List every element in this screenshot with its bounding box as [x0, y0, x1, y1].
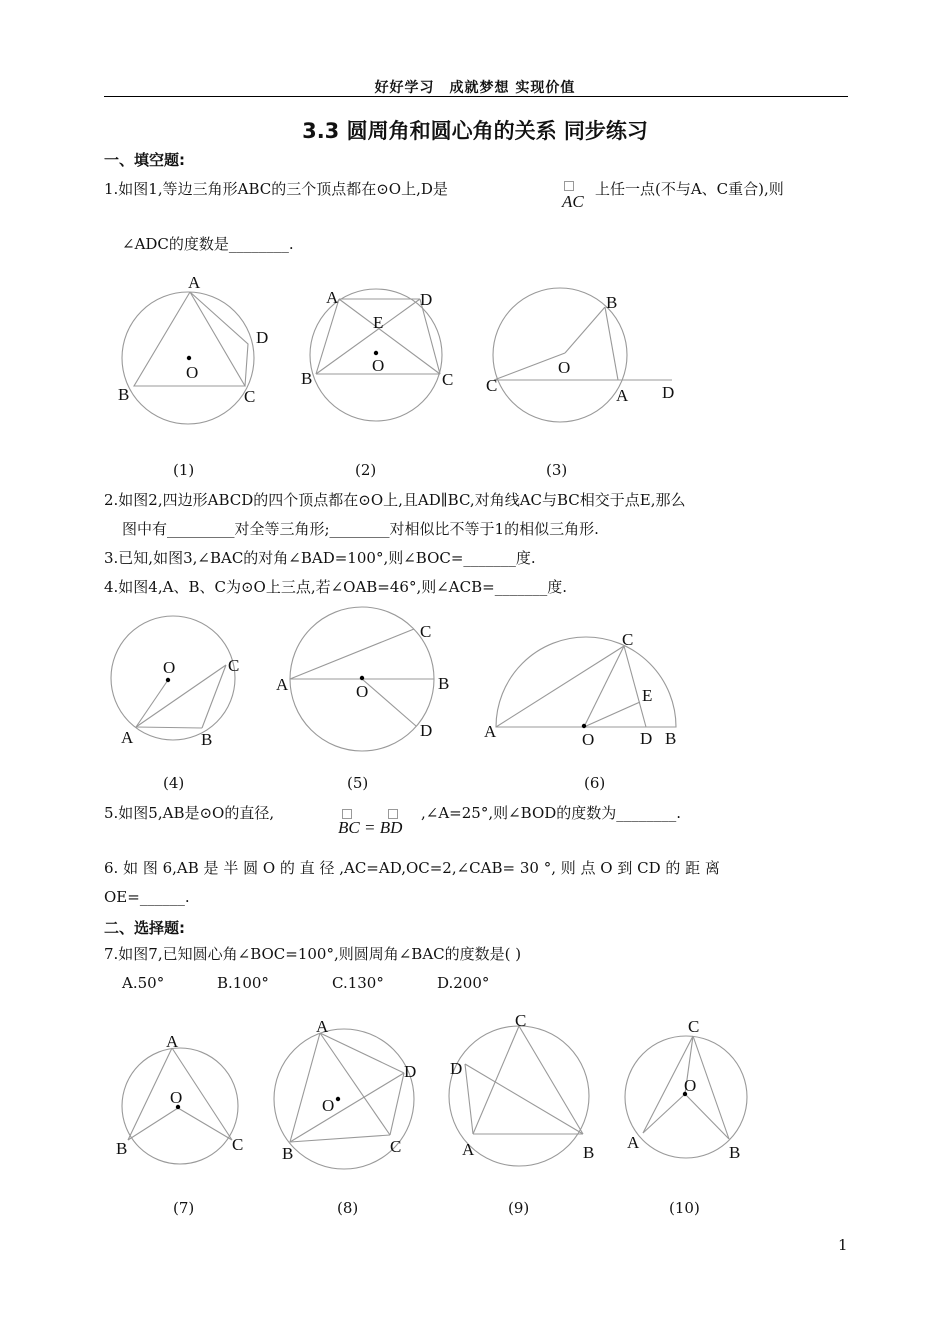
fig1-label-b: B — [118, 385, 130, 404]
fig10-label-o: O — [684, 1076, 697, 1095]
q1-arc-label: AC — [562, 192, 584, 211]
figure-2 — [295, 285, 465, 430]
fig5-label-b: B — [438, 674, 450, 693]
q1-text-b: 上任一点(不与A、C重合),则 — [595, 180, 784, 198]
chord-bc — [290, 1135, 390, 1142]
q7-option-c: C.130° — [332, 974, 384, 992]
fig3-label-o: O — [558, 358, 571, 377]
fig6-label-o: O — [582, 730, 595, 749]
chord-bd — [290, 1073, 404, 1142]
center-point — [166, 678, 170, 682]
fig6-label-c: C — [622, 630, 634, 649]
q7-option-a: A.50° — [122, 974, 165, 992]
figure-10 — [615, 1015, 765, 1165]
fig9-label-a: A — [462, 1140, 475, 1159]
q5-arc-equation: BC = BD — [338, 818, 403, 837]
q6-text-line2: OE=______. — [104, 888, 190, 906]
section-choice: 二、选择题: — [104, 919, 185, 937]
fig3-label-b: B — [606, 293, 618, 312]
fig7-label-o: O — [170, 1088, 183, 1107]
fig5-label-d: D — [420, 721, 433, 740]
fig2-label-d: D — [420, 290, 433, 309]
fig8-label-c: C — [390, 1137, 402, 1156]
chord-ac — [496, 646, 624, 727]
segment-oc — [178, 1108, 232, 1140]
fig9-label-c: C — [515, 1011, 527, 1030]
fig5-caption: (5) — [347, 774, 369, 792]
fig4-caption: (4) — [163, 774, 185, 792]
figure-6 — [480, 625, 690, 755]
figure-9 — [445, 1008, 605, 1168]
figure-5 — [272, 605, 462, 755]
q2-text-line2: 图中有_________对全等三角形;________对相似比不等于1的相似三角形. — [122, 520, 599, 538]
chord-ad — [320, 1033, 404, 1073]
fig5-label-c: C — [420, 622, 432, 641]
fig3-label-a: A — [616, 386, 629, 405]
diagonal-bd — [316, 299, 420, 374]
center-point — [187, 356, 191, 360]
center-point — [374, 351, 378, 355]
q3-text: 3.已知,如图3,∠BAC的对角∠BAD=100°,则∠BOC=_______度. — [104, 549, 536, 567]
q7-text: 7.如图7,已知圆心角∠BOC=100°,则圆周角∠BAC的度数是( ) — [104, 945, 522, 963]
arc-mark-icon — [564, 181, 574, 191]
chord-cb — [519, 1026, 583, 1134]
fig7-label-b: B — [116, 1139, 128, 1158]
fig3-label-d: D — [662, 383, 675, 402]
fig5-label-a: A — [276, 675, 289, 694]
fig6-label-b: B — [665, 729, 677, 748]
figure-8 — [270, 1015, 430, 1165]
fig9-label-b: B — [583, 1143, 595, 1162]
center-point — [360, 676, 364, 680]
fig1-label-a: A — [188, 273, 201, 292]
q1-text-line2: ∠ADC的度数是________. — [122, 235, 294, 253]
chord-ac — [136, 665, 226, 727]
fig10-label-b: B — [729, 1143, 741, 1162]
fig2-label-e: E — [373, 313, 384, 332]
segment-ao — [643, 1094, 685, 1133]
section-fill-blank: 一、填空题: — [104, 151, 185, 169]
fig2-label-a: A — [326, 288, 339, 307]
fig2-caption: (2) — [355, 461, 377, 479]
fig7-label-c: C — [232, 1135, 244, 1154]
fig1-label-c: C — [244, 387, 256, 406]
fig9-caption: (9) — [508, 1199, 530, 1217]
fig2-label-c: C — [442, 370, 454, 389]
page-number: 1 — [838, 1236, 848, 1254]
semicircle — [496, 637, 676, 727]
chord-da — [465, 1064, 473, 1134]
q2-text-line1: 2.如图2,四边形ABCD的四个顶点都在⊙O上,且AD∥BC,对角线AC与BC相交于点E,那么 — [104, 491, 686, 509]
figure-7 — [108, 1030, 258, 1165]
segment-ob — [565, 307, 605, 353]
header-motto: 好好学习 成就梦想 实现价值 — [374, 80, 576, 96]
header-divider — [104, 96, 848, 97]
fig8-label-b: B — [282, 1144, 294, 1163]
segment-oe — [584, 702, 640, 727]
q1-text-a: 1.如图1,等边三角形ABC的三个顶点都在⊙O上,D是 — [104, 180, 448, 198]
q5-text-b: ,∠A=25°,则∠BOD的度数为________. — [421, 804, 682, 822]
fig8-caption: (8) — [337, 1199, 359, 1217]
fig2-label-o: O — [372, 356, 385, 375]
chord-ca — [473, 1026, 519, 1134]
fig8-label-a: A — [316, 1017, 329, 1036]
figure-4 — [105, 610, 255, 750]
chord-cb — [693, 1036, 729, 1139]
q7-option-b: B.100° — [217, 974, 269, 992]
fig3-label-c: C — [486, 376, 498, 395]
chord-db — [465, 1064, 583, 1134]
fig1-caption: (1) — [173, 461, 195, 479]
chord-dc — [390, 1073, 404, 1135]
center-point — [336, 1097, 340, 1101]
page-title: 3.3 圆周角和圆心角的关系 同步练习 — [302, 119, 648, 143]
segment-ob — [685, 1094, 729, 1139]
q6-text-line1: 6. 如 图 6,AB 是 半 圆 O 的 直 径 ,AC=AD,OC=2,∠CAB= 30 °, 则 点 O 到 CD 的 距 离 — [104, 859, 720, 877]
fig5-label-o: O — [356, 682, 369, 701]
fig8-label-d: D — [404, 1062, 417, 1081]
fig4-label-c: C — [228, 656, 240, 675]
chord-ac — [290, 629, 414, 679]
segment-co — [494, 353, 565, 380]
figure-3 — [480, 285, 690, 430]
fig6-label-d: D — [640, 729, 653, 748]
fig1-label-o: O — [186, 363, 199, 382]
fig4-label-a: A — [121, 728, 134, 747]
segment-od — [362, 679, 416, 726]
fig6-label-a: A — [484, 722, 497, 741]
segment-ao — [136, 680, 168, 727]
center-point — [582, 724, 586, 728]
fig6-caption: (6) — [584, 774, 606, 792]
fig7-caption: (7) — [173, 1199, 195, 1217]
fig7-label-a: A — [166, 1032, 179, 1051]
fig8-label-o: O — [322, 1096, 335, 1115]
fig2-label-b: B — [301, 369, 313, 388]
fig6-label-e: E — [642, 686, 653, 705]
circle — [111, 616, 235, 740]
side-dc — [420, 299, 440, 374]
fig4-label-o: O — [163, 658, 176, 677]
fig3-caption: (3) — [546, 461, 568, 479]
fig9-label-d: D — [450, 1059, 463, 1078]
chord-cb — [202, 665, 226, 728]
q5-text-a: 5.如图5,AB是⊙O的直径, — [104, 804, 275, 822]
figure-1 — [110, 270, 280, 430]
q7-option-d: D.200° — [437, 974, 490, 992]
chord-ac — [320, 1033, 390, 1135]
chord-ab — [136, 727, 202, 728]
fig4-label-b: B — [201, 730, 213, 749]
fig10-label-a: A — [627, 1133, 640, 1152]
fig10-caption: (10) — [669, 1199, 700, 1217]
circle — [625, 1036, 747, 1158]
fig1-label-d: D — [256, 328, 269, 347]
fig10-label-c: C — [688, 1017, 700, 1036]
q4-text: 4.如图4,A、B、C为⊙O上三点,若∠OAB=46°,则∠ACB=_______度. — [104, 578, 567, 596]
